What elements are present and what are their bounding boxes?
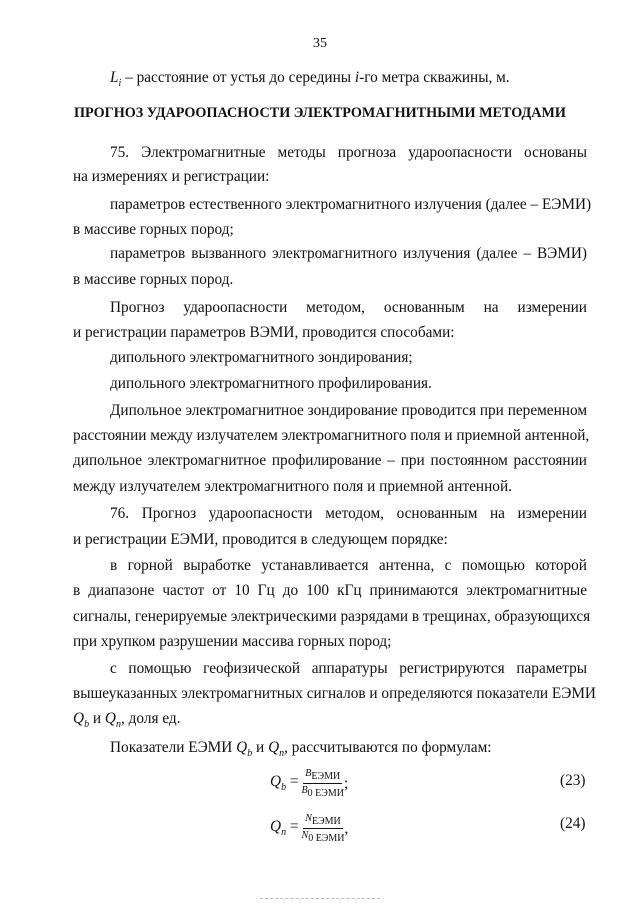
paragraph-vemi-line-2: и регистрации параметров ВЭМИ, проводится способами:	[73, 324, 455, 341]
paragraph-dipole-line-3: дипольное электромагнитное профилирование – при постоянном расстоянии	[73, 452, 587, 469]
paragraph-dipole-line-4: между излучателем электромагнитного поля и приемной антенной.	[73, 478, 512, 495]
formula-23-fraction: $\frac{B_{ЕЭМИ}}{B_{0 ЕЭМИ}}$	[301, 768, 344, 799]
equation-number-24: (24)	[560, 815, 586, 832]
step-apparatus-line-2: вышеуказанных электромагнитных сигналов и определяются показатели ЕЭМИ	[73, 685, 596, 702]
method-profiling: дипольного электромагнитного профилирования.	[110, 375, 432, 392]
item-vemi-line-1: параметров вызванного электромагнитного излучения (далее – ВЭМИ)	[110, 245, 587, 262]
item-vemi-line-2: в массиве горных пород.	[73, 271, 234, 288]
item-eemi-line-2: в массиве горных пород;	[73, 221, 234, 238]
paragraph-75-line-2: на измерениях и регистрации:	[73, 168, 270, 185]
formula-24-fraction: $\frac{N_{ЕЭМИ}}{N_{0 ЕЭМИ}}$	[301, 813, 345, 844]
step-apparatus-line-1: с помощью геофизической аппаратуры регистрируются параметры	[110, 660, 587, 677]
paragraph-75-line-1: 75. Электромагнитные методы прогноза удароопасности основаны	[110, 144, 587, 161]
step-antenna-line-3: сигналы, генерируемые электрическими разрядами в трещинах, образующихся	[73, 608, 591, 625]
step-antenna-line-4: при хрупком разрушении массива горных пород;	[73, 633, 392, 650]
paragraph-vemi-line-1: Прогноз удароопасности методом, основанным на измерении	[110, 299, 587, 316]
method-sounding: дипольного электромагнитного зондирования;	[110, 349, 413, 366]
paragraph-76-line-1: 76. Прогноз удароопасности методом, основанным на измерении	[110, 505, 587, 522]
page-number: 35	[313, 36, 327, 51]
step-antenna-line-1: в горной выработке устанавливается антенна, с помощью которой	[110, 557, 587, 574]
formula-24: $Q_n$ = $\frac{N_{ЕЭМИ}}{N_{0 ЕЭМИ}}$ ,	[270, 813, 349, 844]
step-apparatus-line-3: $Q_b$ и $Q_n$, доля ед.	[73, 710, 181, 731]
page-bottom-divider	[260, 898, 380, 899]
paragraph-76-line-2: и регистрации ЕЭМИ, проводится в следующем порядке:	[73, 531, 448, 548]
equation-number-23: (23)	[560, 772, 586, 789]
step-antenna-line-2: в диапазоне частот от 10 Гц до 100 кГц принимаются электромагнитные	[73, 582, 587, 599]
definition-line: $L_i$ – расстояние от устья до середины i-го метра скважины, м.	[110, 69, 510, 90]
paragraph-dipole-line-1: Дипольное электромагнитное зондирование проводится при переменном	[110, 402, 587, 419]
item-eemi-line-1: параметров естественного электромагнитного излучения (далее – ЕЭМИ)	[110, 196, 592, 213]
paragraph-dipole-line-2: расстоянии между излучателем электромагнитного поля и приемной антенной,	[73, 427, 590, 444]
formula-23: $Q_b$ = $\frac{B_{ЕЭМИ}}{B_{0 ЕЭМИ}}$ ;	[270, 768, 349, 799]
section-heading: ПРОГНОЗ УДАРООПАСНОСТИ ЭЛЕКТРОМАГНИТНЫМИ МЕТОДАМИ	[74, 105, 566, 121]
indicators-line: Показатели ЕЭМИ $Q_b$ и $Q_n$, рассчитываются по формулам:	[110, 739, 492, 760]
